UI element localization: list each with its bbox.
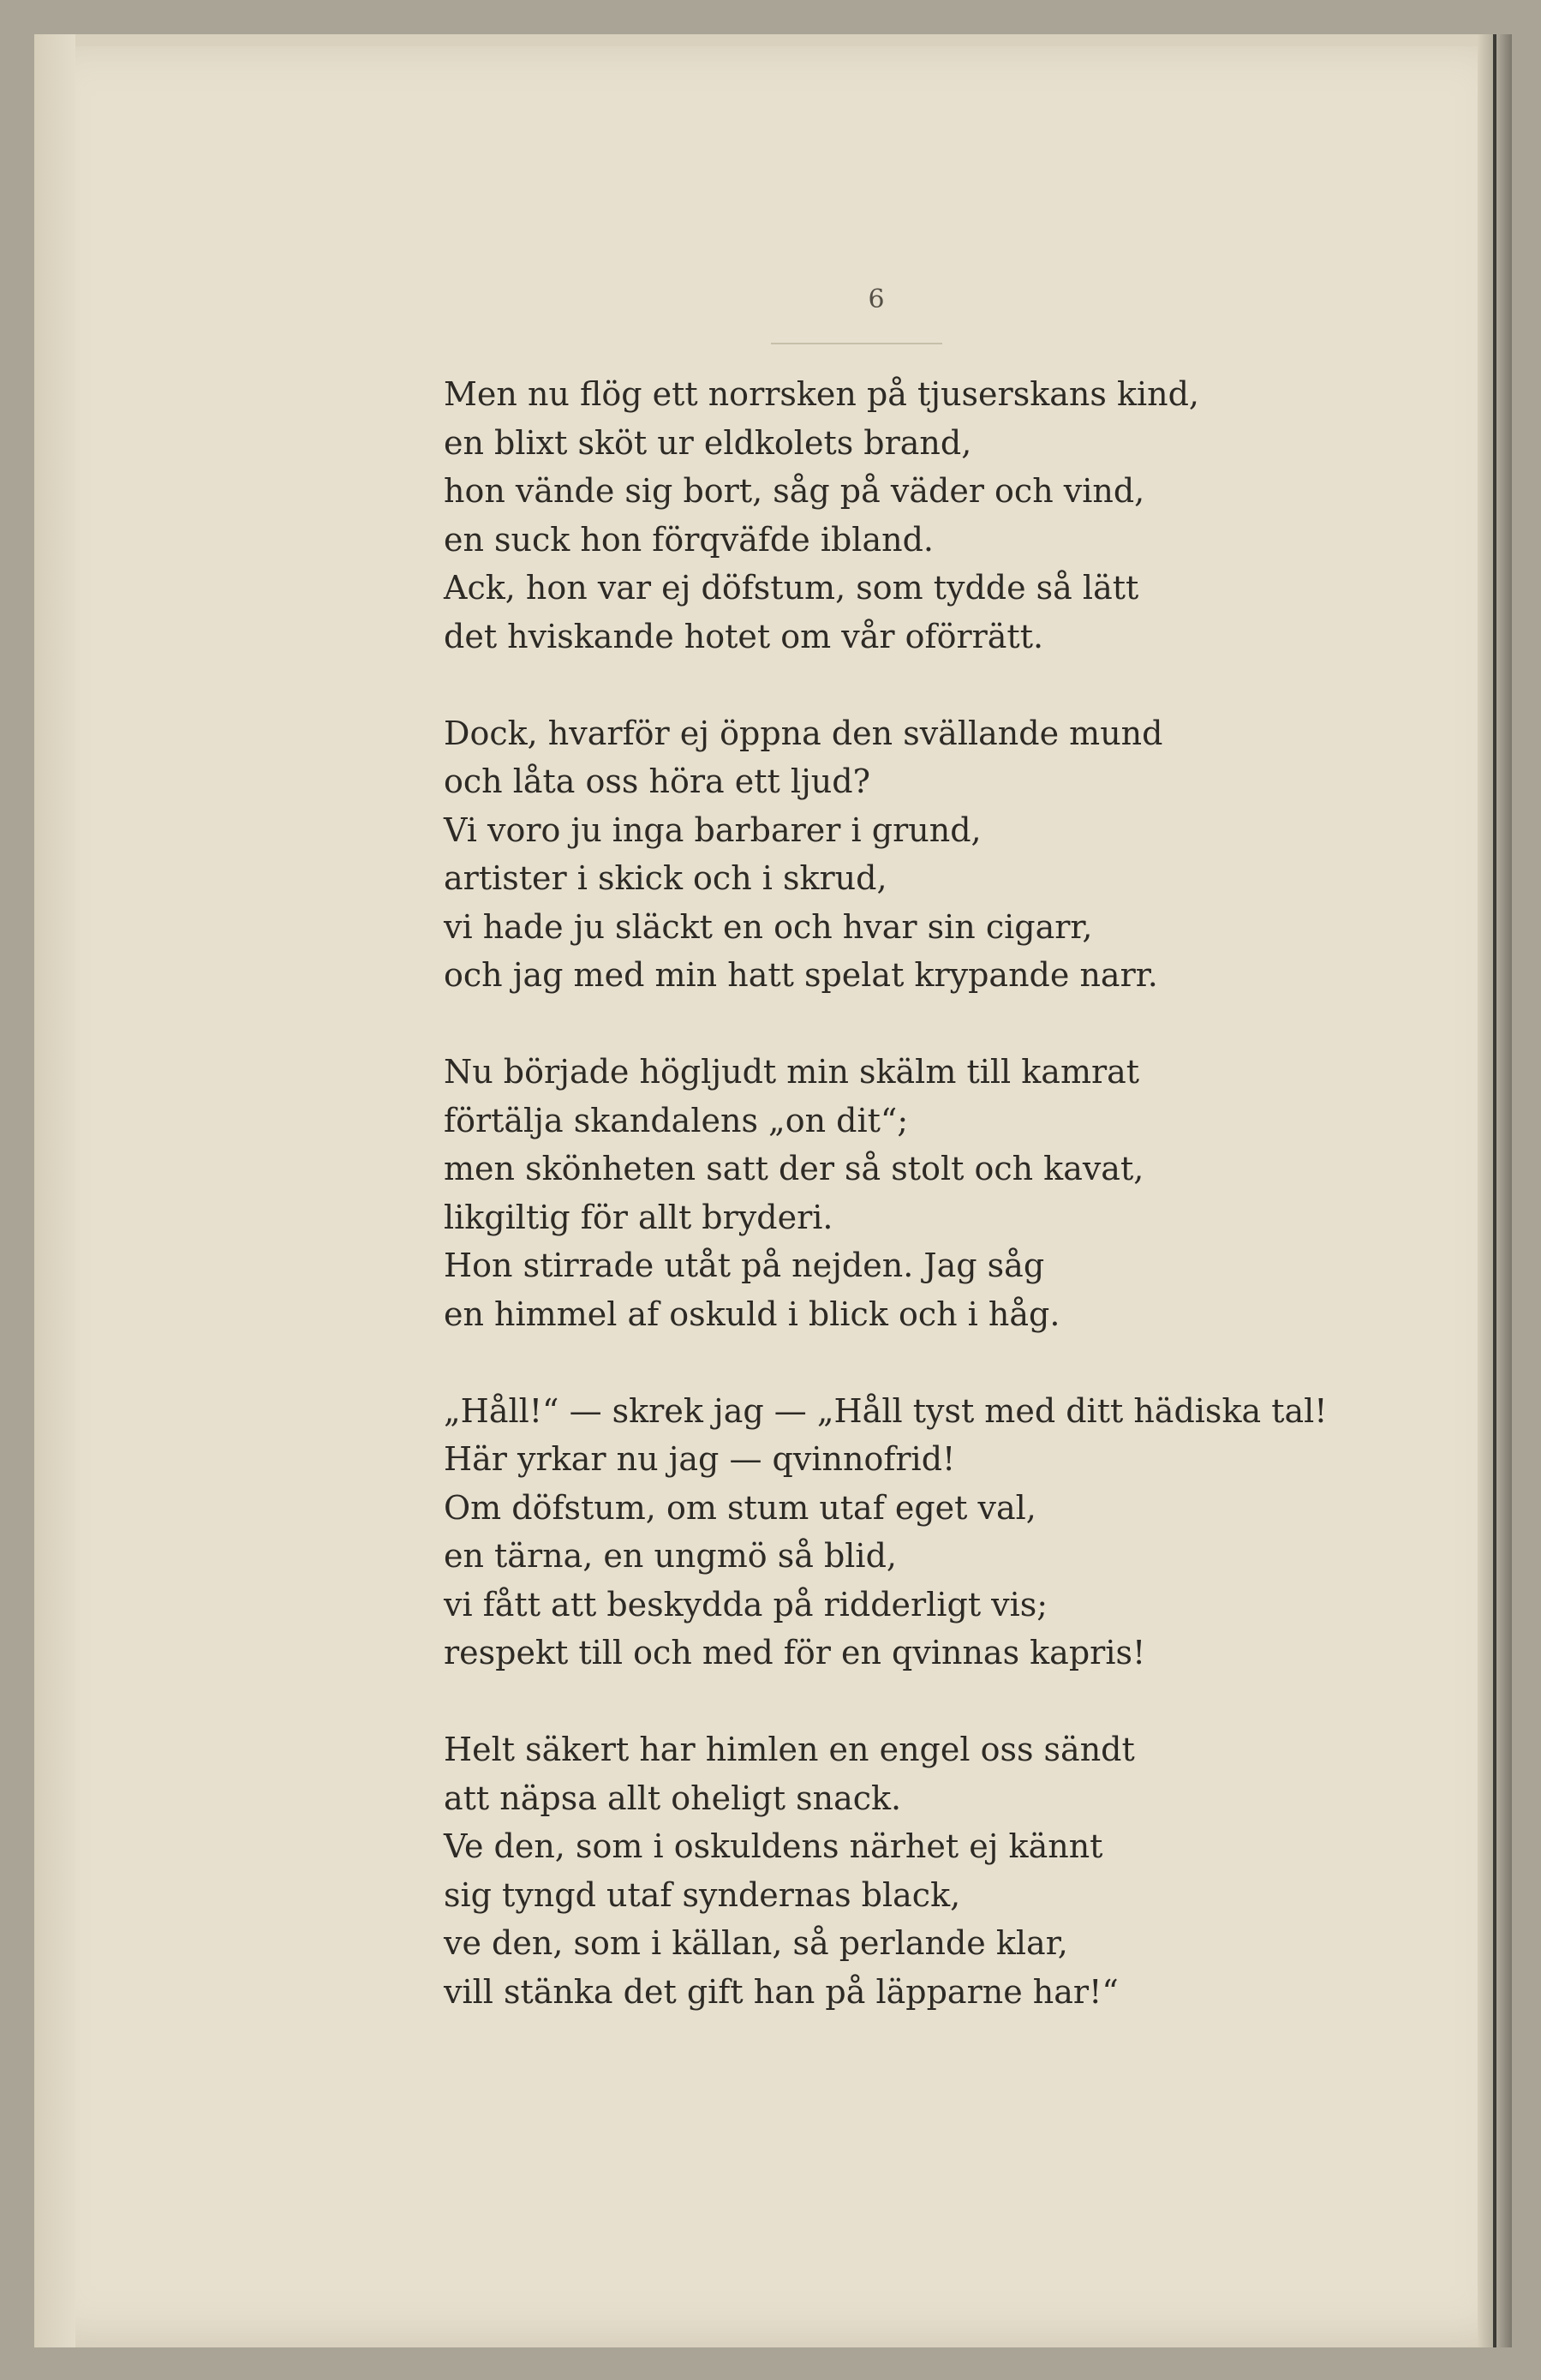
poem-line: likgiltig för allt bryderi.	[444, 1198, 833, 1236]
poem-line: en suck hon förqväfde ibland.	[444, 520, 934, 559]
poem-line: en tärna, en ungmö så blid,	[444, 1537, 897, 1575]
poem-line: Här yrkar nu jag — qvinnofrid!	[444, 1440, 956, 1478]
page-number-rule	[771, 343, 942, 344]
poem-line: och låta oss höra ett ljud?	[444, 762, 870, 800]
stanza	[444, 1387, 1420, 1677]
poem-line: Nu började högljudt min skälm till kamrat	[444, 1053, 1140, 1091]
poem-line: Hon stirrade utåt på nejden. Jag såg	[444, 1247, 1045, 1284]
poem-line: Helt säkert har himlen en engel oss sändt	[444, 1731, 1135, 1768]
poem-line: sig tyngd utaf syndernas black,	[444, 1875, 961, 1914]
page-top-edge	[34, 34, 1512, 46]
poem-line: men skönheten satt der så stolt och kavat,	[444, 1150, 1144, 1187]
binding-gutter	[1478, 34, 1512, 2347]
poem-line: vi hade ju släckt en och hvar sin cigarr,	[444, 907, 1093, 946]
poem-line: vi fått att beskydda på ridderligt vis;	[444, 1585, 1048, 1624]
book-page	[34, 34, 1512, 2347]
poem-line: respekt till och med för en qvinnas kapris!	[444, 1634, 1146, 1671]
poem-line: Vi voro ju inga barbarer i grund,	[444, 810, 982, 849]
binding-line	[1493, 34, 1496, 2347]
poem-line: Ve den, som i oskuldens närhet ej kännt	[444, 1827, 1103, 1865]
poem-line: vill stänka det gift han på läpparne har!“	[444, 1972, 1119, 2011]
poem-line: det hviskande hotet om vår oförrätt.	[444, 617, 1044, 655]
poem-line: en blixt sköt ur eldkolets brand,	[444, 423, 972, 462]
poem-line: en himmel af oskuld i blick och i håg.	[444, 1295, 1060, 1333]
poem-line: Dock, hvarför ej öppna den svällande mund	[444, 714, 1163, 752]
poem-line: hon vände sig bort, såg på väder och vind,	[444, 472, 1145, 510]
poem-line: Men nu flög ett norrsken på tjuserskans kind,	[444, 375, 1199, 413]
poem-line: förtälja skandalens „on dit“;	[444, 1101, 909, 1139]
poem-line: artister i skick och i skrud,	[444, 859, 887, 897]
poem-line: och jag med min hatt spelat krypande narr.	[444, 956, 1158, 994]
poem-text	[444, 370, 1420, 2065]
poem-line: Ack, hon var ej döfstum, som tydde så lätt	[444, 569, 1139, 607]
stanza	[444, 370, 1420, 661]
page-number: 6	[868, 284, 885, 314]
poem-line: Om döfstum, om stum utaf eget val,	[444, 1488, 1036, 1527]
poem-line: ve den, som i källan, så perlande klar,	[444, 1924, 1068, 1962]
stanza	[444, 1048, 1420, 1338]
page-left-edge	[34, 34, 75, 2347]
stanza	[444, 1725, 1420, 2016]
poem-line: att näpsa allt oheligt snack.	[444, 1779, 902, 1817]
stanza	[444, 709, 1420, 1000]
poem-line: „Håll!“ — skrek jag — „Håll tyst med ditt hädiska tal!	[444, 1391, 1328, 1430]
